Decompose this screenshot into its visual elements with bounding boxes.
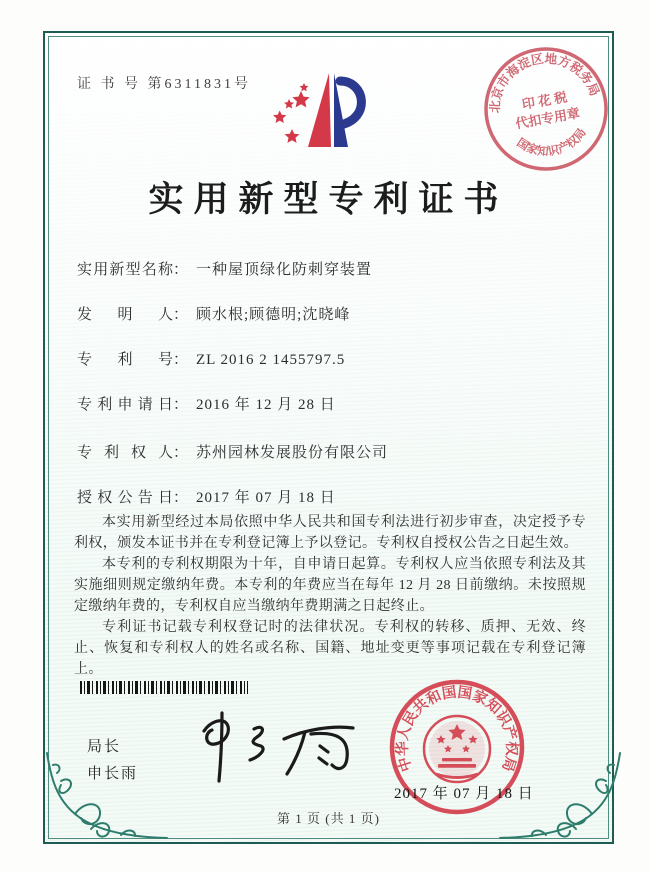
field-value: 2017 年 07 月 18 日 — [196, 490, 336, 506]
field-row-inventor: 发明人： 顾水根;顾德明;沈晓峰 — [77, 303, 350, 324]
field-label: 实用新型名称 — [77, 262, 173, 278]
field-value: 苏州园林发展股份有限公司 — [196, 445, 389, 461]
tax-stamp-seal — [472, 35, 620, 183]
signer-name: 申长雨 — [87, 765, 139, 782]
legal-paragraph: 本实用新型经过本局依照中华人民共和国专利法进行初步审查，决定授予专利权，颁发本证书并在专利登记簿上予以登记。专利权自授权公告之日起生效。 — [74, 515, 586, 551]
field-row-name: 实用新型名称： 一种屋顶绿化防刺穿装置 — [77, 258, 372, 279]
field-value: 顾水根;顾德明;沈晓峰 — [196, 307, 351, 323]
page-number: 第 1 页 (共 1 页) — [277, 811, 380, 826]
cnipa-logo-icon — [268, 61, 380, 159]
field-value: 2016 年 12 月 28 日 — [196, 397, 336, 413]
certificate-number: 证 书 号 第6311831号 — [77, 77, 251, 92]
field-value: 一种屋顶绿化防刺穿装置 — [196, 262, 373, 278]
signer-block — [87, 733, 138, 787]
tax-seal-center-line2: 代扣专用章 — [514, 105, 581, 132]
legal-paragraph: 本专利的专利权期限为十年，自申请日起算。专利权人应当依照专利法及其实施细则规定缴纳年费。本专利的年费应当在每年 12 月 28 日前缴纳。未按照规定缴纳年费的，专利权自应当缴纳年费期满之日起终止。 — [74, 557, 586, 614]
field-row-filing-date: 专利申请日： 2016 年 12 月 28 日 — [77, 393, 336, 414]
field-row-patentee: 专利权人： 苏州园林发展股份有限公司 — [77, 441, 388, 462]
tax-seal-center-line1: 印 花 税 — [520, 89, 569, 112]
legal-text — [74, 512, 586, 680]
barcode — [80, 681, 248, 694]
field-label: 发明人 — [77, 307, 173, 323]
legal-paragraph: 专利证书记载专利权登记时的法律状况。专利权的转移、质押、无效、终止、恢复和专利权人的姓名或名称、国籍、地址变更等事项记载在专利登记簿上。 — [74, 620, 586, 677]
certificate-title: 实用新型专利证书 — [148, 180, 509, 219]
field-label: 专利号 — [77, 352, 173, 368]
field-label: 专利申请日 — [77, 397, 173, 413]
tax-seal-arc-top: 北京市海淀区地方税务局 — [487, 51, 602, 114]
field-label: 授权公告日 — [77, 490, 173, 506]
signer-title: 局长 — [87, 738, 122, 755]
tax-seal-arc-bottom: 国家知识产权局 — [514, 126, 589, 159]
national-emblem — [424, 716, 490, 782]
main-seal-arc-text: 中华人民共和国国家知识产权局 — [394, 684, 520, 774]
director-signature — [192, 701, 367, 799]
field-row-grant-date: 授权公告日： 2017 年 07 月 18 日 — [77, 486, 336, 507]
field-row-patent-no: 专利号： ZL 2016 2 1455797.5 — [77, 348, 345, 369]
field-value: ZL 2016 2 1455797.5 — [196, 352, 346, 368]
seal-date: 2017 年 07 月 18 日 — [394, 786, 534, 802]
field-label: 专利权人 — [77, 445, 173, 461]
certificate-frame — [43, 31, 614, 844]
